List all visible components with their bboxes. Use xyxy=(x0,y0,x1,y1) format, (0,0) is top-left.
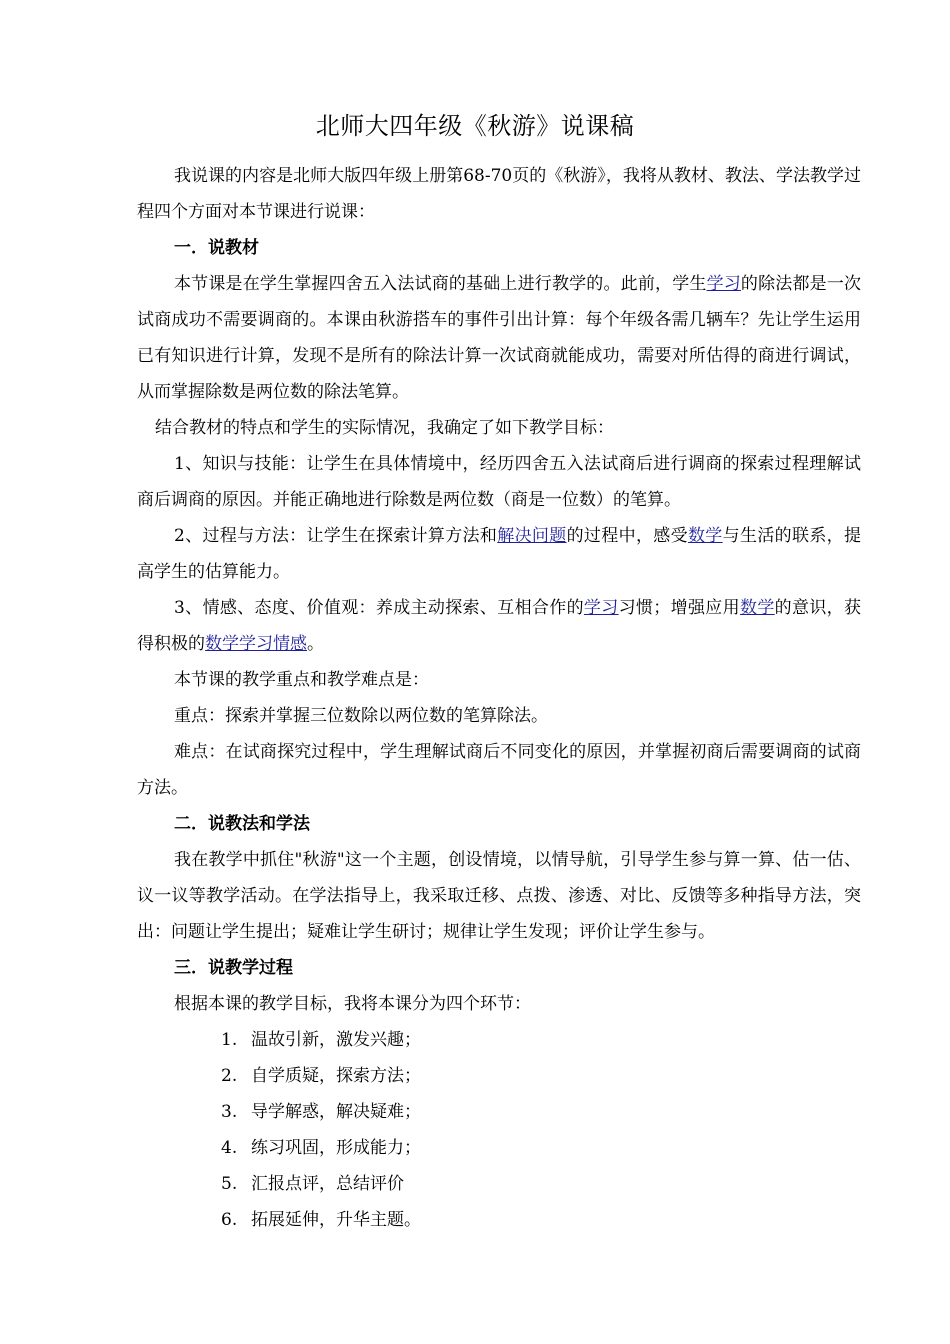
goal-process xyxy=(137,518,861,590)
text-segment: 2、过程与方法：让学生在探索计算方法和 xyxy=(174,526,498,546)
list-number: 5. xyxy=(221,1174,238,1194)
text-segment: 与生活的联系，提高学生的估算能力。 xyxy=(137,526,862,582)
list-number: 1. xyxy=(221,1030,238,1050)
document-title: 北师大四年级《秋游》说课稿 xyxy=(315,112,635,140)
goals-intro-paragraph: 结合教材的特点和学生的实际情况，我确定了如下教学目标： xyxy=(155,418,614,438)
list-text: 汇报点评，总结评价 xyxy=(251,1174,404,1194)
text-segment: 。 xyxy=(307,634,324,654)
goal-knowledge: 1、知识与技能：让学生在具体情境中，经历四舍五入法试商后进行调商的探索过程理解试商后调商的原因。并能正确地进行除数是两位数（商是一位数）的笔算。 xyxy=(137,454,861,510)
list-item xyxy=(221,1058,861,1094)
section-heading-methods: 二．说教法和学法 xyxy=(174,814,310,834)
intro-paragraph: 我说课的内容是北师大版四年级上册第68-70页的《秋游》，我将从教材、教法、学法教学过程四个方面对本节课进行说课： xyxy=(137,166,861,222)
text-segment: 本节课是在学生掌握四舍五入法试商的基础上进行教学的。此前，学生 xyxy=(174,274,707,294)
link-math-learning-emotion[interactable]: 数学学习情感 xyxy=(205,634,307,654)
list-text: 练习巩固，形成能力； xyxy=(251,1138,421,1158)
document-body xyxy=(137,158,861,1238)
teaching-focus: 重点：探索并掌握三位数除以两位数的笔算除法。 xyxy=(174,706,548,726)
materials-paragraph xyxy=(137,266,861,410)
list-number: 4. xyxy=(221,1138,238,1158)
goal-attitude xyxy=(137,590,861,662)
link-study[interactable]: 学习 xyxy=(706,274,741,294)
list-number: 3. xyxy=(221,1102,238,1122)
link-problem-solving[interactable]: 解决问题 xyxy=(497,526,567,546)
section-heading-process: 三．说教学过程 xyxy=(174,958,293,978)
key-points-intro: 本节课的教学重点和教学难点是： xyxy=(174,670,429,690)
list-number: 2. xyxy=(221,1066,238,1086)
list-item xyxy=(221,1094,861,1130)
text-segment: 习惯；增强应用 xyxy=(618,598,740,618)
list-text: 温故引新，激发兴趣； xyxy=(251,1030,421,1050)
process-steps-list xyxy=(137,1022,861,1238)
text-segment: 的过程中，感受 xyxy=(566,526,688,546)
list-text: 拓展延伸，升华主题。 xyxy=(251,1210,421,1230)
methods-paragraph: 我在教学中抓住"秋游"这一个主题，创设情境，以情导航，引导学生参与算一算、估一估、议一议等教学活动。在学法指导上，我采取迁移、点拨、渗透、对比、反馈等多种指导方法，突出：问题让学生提出；疑难让学生研讨；规律让学生发现；评价让学生参与。 xyxy=(137,850,861,942)
list-item xyxy=(221,1202,861,1238)
list-item xyxy=(221,1130,861,1166)
text-segment: 的除法都是一次试商成功不需要调商的。本课由秋游搭车的事件引出计算：每个年级各需几辆车？先让学生运用已有知识进行计算，发现不是所有的除法计算一次试商就能成功，需要对所估得的商进行调试，从而掌握除数是两位数的除法笔算。 xyxy=(137,274,861,402)
text-segment: 的意识，获得积极的 xyxy=(137,598,862,654)
link-math[interactable]: 数学 xyxy=(687,526,723,546)
list-number: 6. xyxy=(221,1210,238,1230)
link-math[interactable]: 数学 xyxy=(739,598,775,618)
list-text: 导学解惑，解决疑难； xyxy=(251,1102,421,1122)
process-intro: 根据本课的教学目标，我将本课分为四个环节： xyxy=(174,994,531,1014)
text-segment: 3、情感、态度、价值观：养成主动探索、互相合作的 xyxy=(174,598,584,618)
section-heading-materials: 一．说教材 xyxy=(174,238,259,258)
teaching-difficulty: 难点：在试商探究过程中，学生理解试商后不同变化的原因，并掌握初商后需要调商的试商方法。 xyxy=(137,742,861,798)
list-text: 自学质疑，探索方法； xyxy=(251,1066,421,1086)
list-item xyxy=(221,1166,861,1202)
link-study[interactable]: 学习 xyxy=(583,598,619,618)
list-item xyxy=(221,1022,861,1058)
